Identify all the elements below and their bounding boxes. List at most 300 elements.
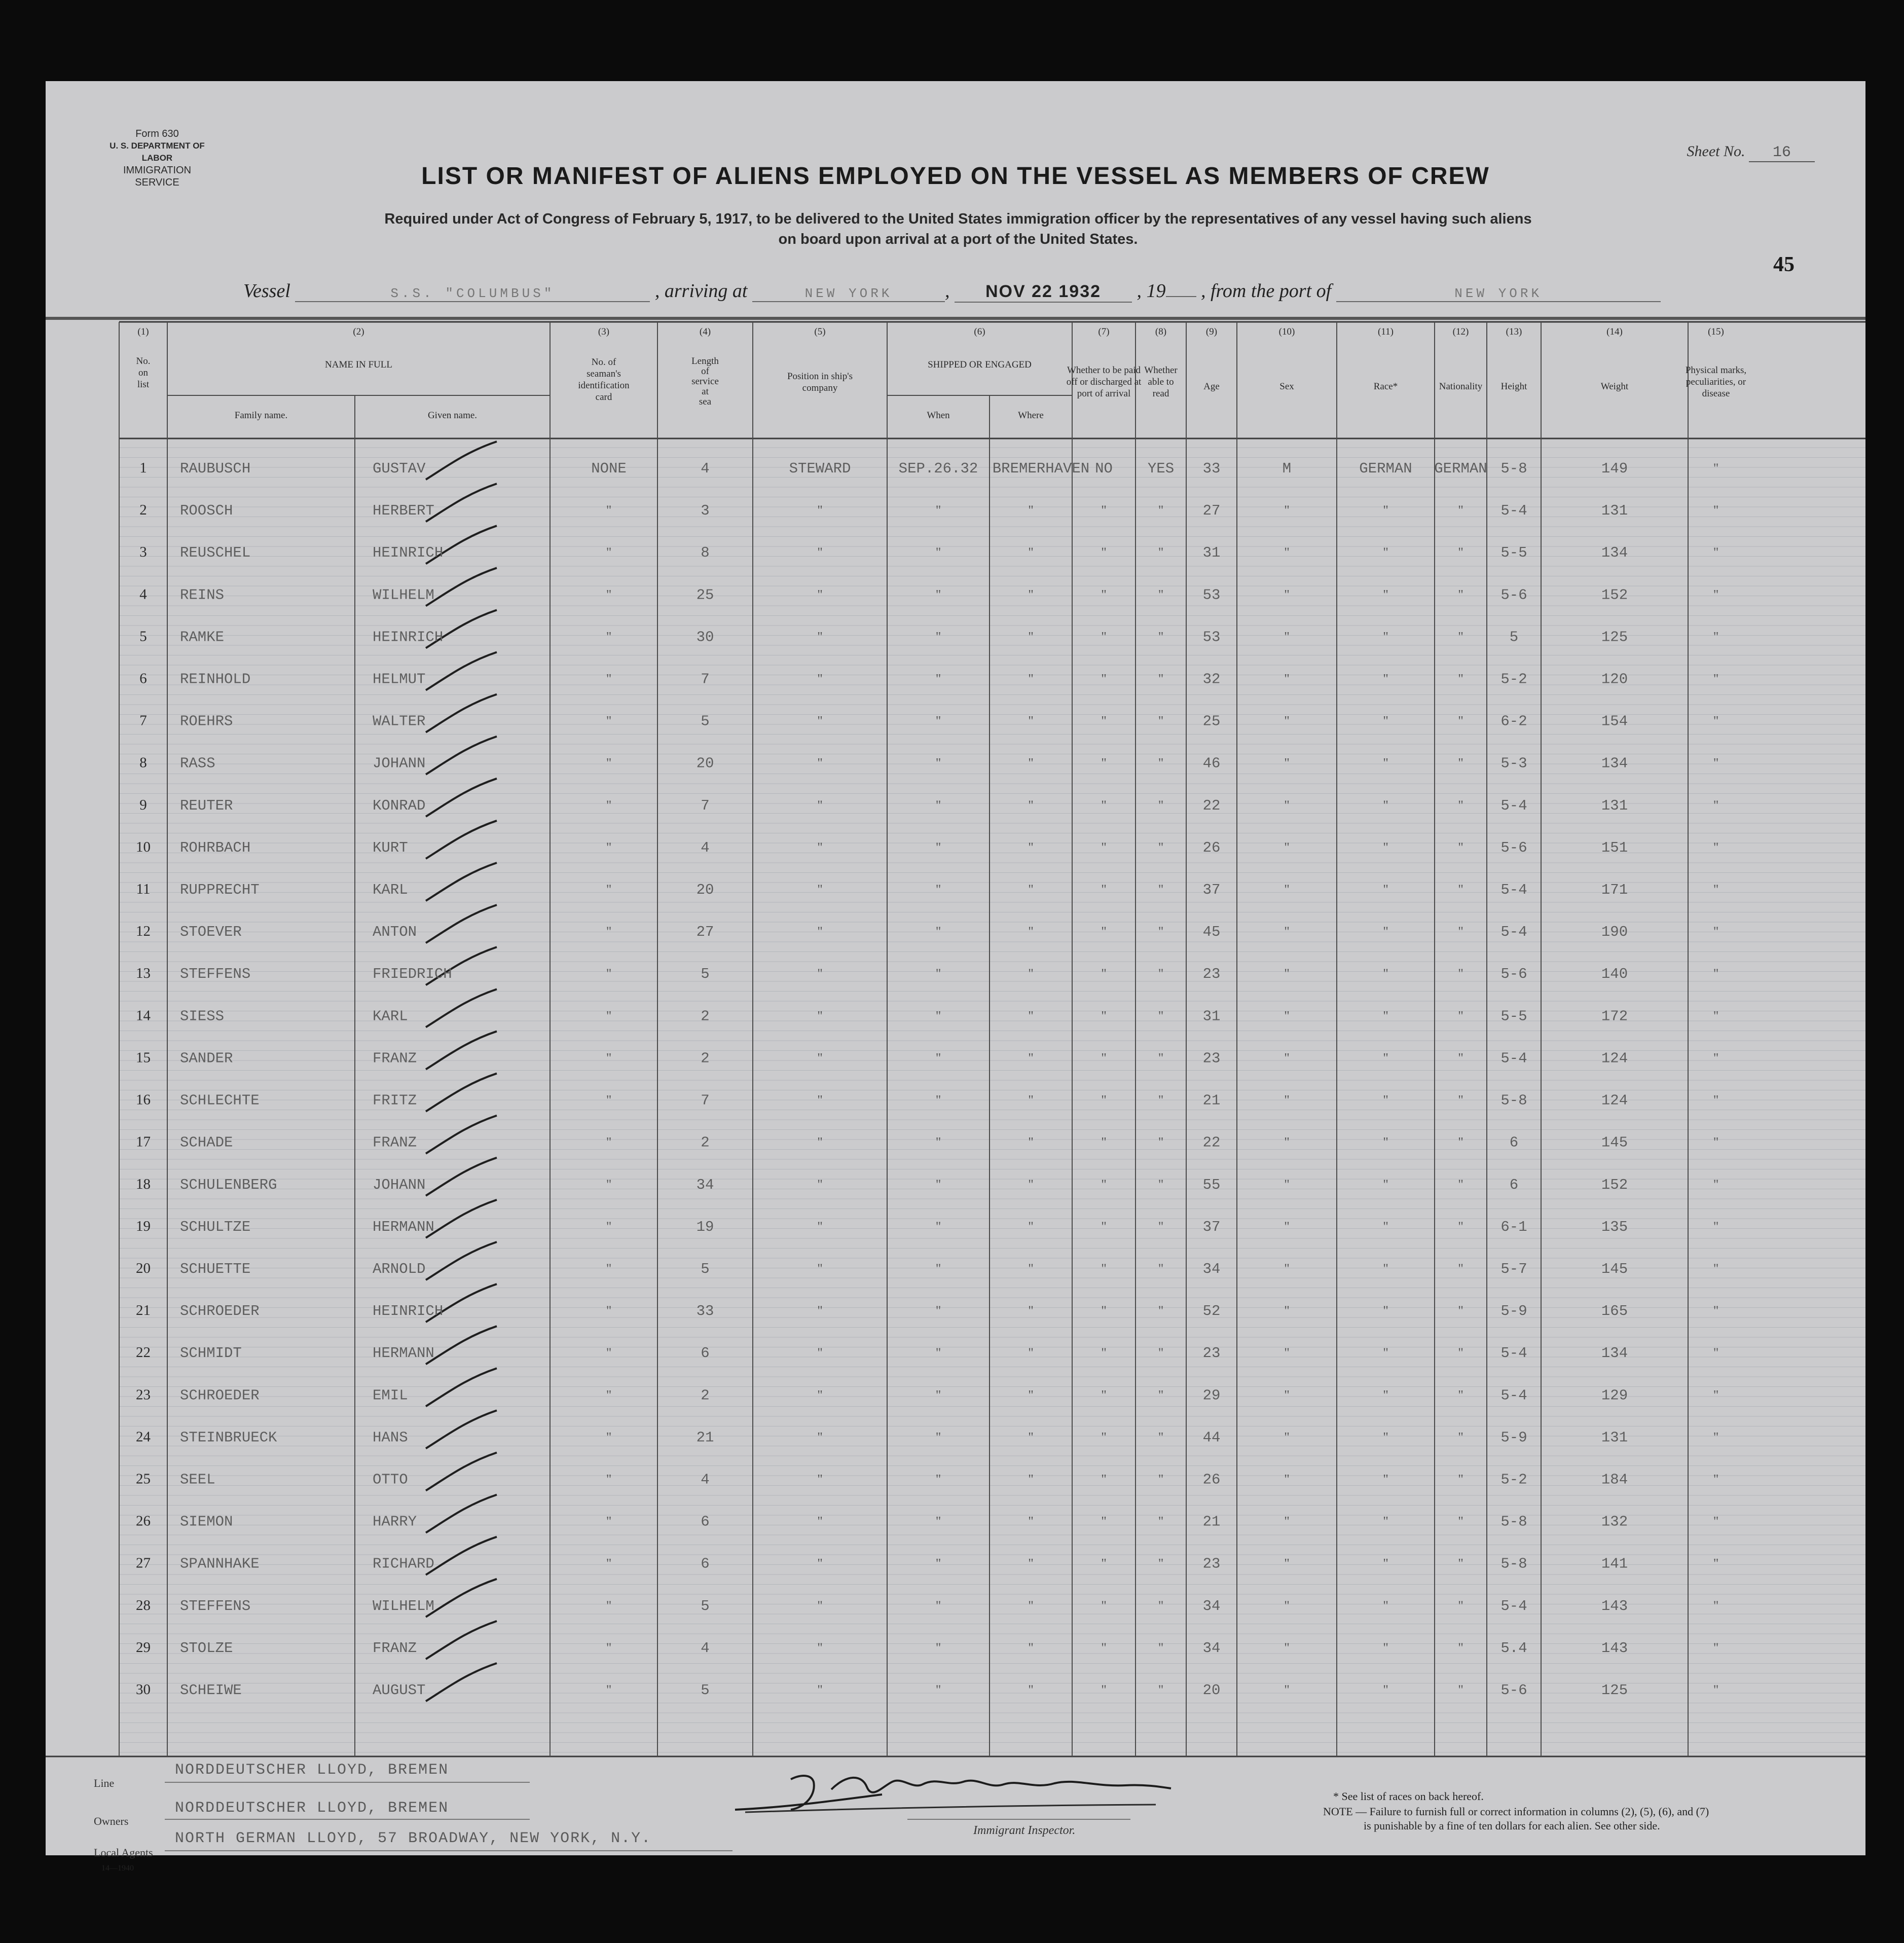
able-to-read: " xyxy=(1158,1556,1164,1571)
paid-off: " xyxy=(1101,1092,1107,1108)
physical-marks: " xyxy=(1713,1640,1719,1655)
position: " xyxy=(817,1261,823,1276)
physical-marks: " xyxy=(1713,503,1719,518)
height: 5-5 xyxy=(1500,544,1527,562)
row-number: 12 xyxy=(136,923,151,940)
shipped-when: " xyxy=(935,1429,941,1445)
position: " xyxy=(817,1177,823,1192)
height: 5-6 xyxy=(1500,1682,1527,1699)
family-name: SCHULTZE xyxy=(180,1218,251,1235)
physical-marks: " xyxy=(1713,1134,1719,1150)
height: 5-6 xyxy=(1500,839,1527,856)
able-to-read: " xyxy=(1158,882,1164,897)
position: " xyxy=(817,1219,823,1234)
given-name: JOHANN xyxy=(373,755,426,772)
family-name: SCHEIWE xyxy=(180,1682,242,1699)
race: " xyxy=(1383,755,1388,771)
given-name: FRITZ xyxy=(373,1092,417,1109)
race: " xyxy=(1383,839,1388,855)
id-card-number: " xyxy=(606,1345,612,1361)
age: 23 xyxy=(1202,1050,1221,1067)
nationality: " xyxy=(1458,545,1463,560)
shipped-where: " xyxy=(1028,924,1034,939)
manifest-table xyxy=(46,81,1865,1855)
sheet-number-label: Sheet No. xyxy=(1687,143,1745,160)
weight: 190 xyxy=(1601,924,1628,941)
able-to-read: " xyxy=(1158,503,1164,518)
able-to-read: " xyxy=(1158,755,1164,771)
column-number: (5) xyxy=(814,326,826,337)
id-card-number: " xyxy=(606,1177,612,1192)
check-mark xyxy=(426,442,497,480)
row-number: 25 xyxy=(136,1471,151,1487)
given-name: WALTER xyxy=(373,713,426,730)
id-card-number: " xyxy=(606,1640,612,1655)
column-number: (12) xyxy=(1452,326,1469,337)
length-of-service: 6 xyxy=(701,1345,710,1362)
sex: " xyxy=(1284,713,1290,728)
position: " xyxy=(817,1640,823,1655)
id-card-number: " xyxy=(606,1598,612,1613)
sex: " xyxy=(1284,755,1290,771)
paid-off: " xyxy=(1101,587,1107,602)
family-name: STEINBRUECK xyxy=(180,1429,277,1446)
position: " xyxy=(817,1134,823,1150)
physical-marks: " xyxy=(1713,1219,1719,1234)
able-to-read: " xyxy=(1158,1219,1164,1234)
position: " xyxy=(817,797,823,813)
row-number: 29 xyxy=(136,1639,151,1656)
agents-underline xyxy=(165,1850,733,1851)
header-nationality: Nationality xyxy=(1439,381,1483,392)
id-card-number: NONE xyxy=(591,460,627,477)
able-to-read: " xyxy=(1158,587,1164,602)
header-name-in-full: NAME IN FULL xyxy=(325,359,392,370)
column-number: (15) xyxy=(1708,326,1724,337)
race: " xyxy=(1383,924,1388,939)
id-card-number: " xyxy=(606,1472,612,1487)
height: 5-9 xyxy=(1500,1303,1527,1320)
form-number: Form 630 xyxy=(135,128,179,139)
shipped-when: " xyxy=(935,882,941,897)
length-of-service: 4 xyxy=(701,839,710,856)
weight: 149 xyxy=(1601,460,1628,477)
agents-label: Local Agents xyxy=(94,1846,153,1859)
position: " xyxy=(817,839,823,855)
shipped-where: " xyxy=(1028,1598,1034,1613)
physical-marks: " xyxy=(1713,924,1719,939)
header-id-card: identification xyxy=(578,380,630,391)
able-to-read: " xyxy=(1158,1134,1164,1150)
able-to-read: " xyxy=(1158,1598,1164,1613)
column-number: (9) xyxy=(1205,326,1218,337)
shipped-where: " xyxy=(1028,966,1034,981)
paid-off: " xyxy=(1101,503,1107,518)
nationality: " xyxy=(1458,1472,1463,1487)
family-name: REUSCHEL xyxy=(180,544,251,562)
race-note: * See list of races on back hereof. xyxy=(1333,1790,1484,1803)
given-name: FRIEDRICH xyxy=(373,966,452,983)
header-able-to-read: Whether xyxy=(1144,365,1178,376)
paid-off: " xyxy=(1101,1472,1107,1487)
position: " xyxy=(817,503,823,518)
given-name: HERMANN xyxy=(373,1218,434,1235)
height: 6 xyxy=(1509,1176,1519,1193)
shipped-when: " xyxy=(935,1261,941,1276)
row-number: 28 xyxy=(136,1597,151,1614)
shipped-when: " xyxy=(935,545,941,560)
physical-marks: " xyxy=(1713,1092,1719,1108)
able-to-read: " xyxy=(1158,839,1164,855)
nationality: " xyxy=(1458,1598,1463,1613)
physical-marks: " xyxy=(1713,755,1719,771)
sex: " xyxy=(1284,924,1290,939)
family-name: SCHADE xyxy=(180,1134,233,1151)
id-card-number: " xyxy=(606,1092,612,1108)
shipped-when: " xyxy=(935,1640,941,1655)
shipped-when: " xyxy=(935,1303,941,1318)
paid-off: " xyxy=(1101,924,1107,939)
paid-off: " xyxy=(1101,755,1107,771)
check-mark xyxy=(426,1158,497,1196)
length-of-service: 27 xyxy=(696,924,714,941)
position: " xyxy=(817,924,823,939)
header-no-on-list: on xyxy=(138,368,148,378)
shipped-when: " xyxy=(935,1092,941,1108)
year-label: , 19 xyxy=(1137,280,1166,302)
physical-marks: " xyxy=(1713,1682,1719,1697)
given-name: HEINRICH xyxy=(373,544,444,562)
height: 5-8 xyxy=(1500,460,1527,477)
race: " xyxy=(1383,1345,1388,1361)
row-number: 21 xyxy=(136,1302,151,1319)
physical-marks: " xyxy=(1713,1303,1719,1318)
line-label: Line xyxy=(94,1777,115,1789)
length-of-service: 5 xyxy=(701,1260,710,1277)
id-card-number: " xyxy=(606,966,612,981)
check-mark xyxy=(426,779,497,817)
column-number: (10) xyxy=(1278,326,1295,337)
length-of-service: 25 xyxy=(696,586,714,604)
nationality: " xyxy=(1458,1640,1463,1655)
shipped-when: " xyxy=(935,1598,941,1613)
given-name: KARL xyxy=(373,882,408,899)
height: 5-8 xyxy=(1500,1092,1527,1109)
family-name: STOEVER xyxy=(180,924,242,941)
nationality: GERMAN xyxy=(1434,460,1487,477)
height: 5-9 xyxy=(1500,1429,1527,1446)
able-to-read: YES xyxy=(1147,460,1175,477)
subtitle-line-2: on board upon arrival at a port of the United States. xyxy=(778,231,1138,247)
nationality: " xyxy=(1458,1514,1463,1529)
row-number: 16 xyxy=(136,1091,151,1108)
shipped-where: " xyxy=(1028,1261,1034,1276)
nationality: " xyxy=(1458,503,1463,518)
given-name: HANS xyxy=(373,1429,408,1446)
height: 5-5 xyxy=(1500,1008,1527,1025)
paid-off: " xyxy=(1101,1556,1107,1571)
sex: " xyxy=(1284,671,1290,686)
id-card-number: " xyxy=(606,1134,612,1150)
document-title: LIST OR MANIFEST OF ALIENS EMPLOYED ON THE VESSEL AS MEMBERS OF CREW xyxy=(421,163,1490,190)
row-number: 14 xyxy=(136,1007,151,1024)
header-length-of-service: service xyxy=(691,376,719,387)
owners-label: Owners xyxy=(94,1815,129,1827)
race: " xyxy=(1383,1387,1388,1403)
family-name: SANDER xyxy=(180,1050,233,1067)
shipped-where: " xyxy=(1028,1303,1034,1318)
physical-marks: " xyxy=(1713,1429,1719,1445)
shipped-when: " xyxy=(935,587,941,602)
sex: " xyxy=(1284,839,1290,855)
able-to-read: " xyxy=(1158,1261,1164,1276)
row-number: 26 xyxy=(136,1513,151,1529)
nationality: " xyxy=(1458,1008,1463,1023)
given-name: GUSTAV xyxy=(373,460,426,477)
position: " xyxy=(817,1472,823,1487)
check-mark xyxy=(426,863,497,901)
physical-marks: " xyxy=(1713,1387,1719,1403)
header-id-card: No. of xyxy=(591,357,616,368)
column-number: (1) xyxy=(137,326,149,337)
family-name: SCHUETTE xyxy=(180,1260,251,1277)
row-number: 19 xyxy=(136,1218,151,1234)
check-mark xyxy=(426,1537,497,1575)
column-number: (4) xyxy=(699,326,711,337)
weight: 145 xyxy=(1601,1260,1628,1277)
shipped-when: " xyxy=(935,1387,941,1403)
header-age: Age xyxy=(1203,381,1220,392)
race: " xyxy=(1383,1429,1388,1445)
arriving-port: NEW YORK xyxy=(752,286,945,302)
position: " xyxy=(817,1387,823,1403)
family-name: STOLZE xyxy=(180,1639,233,1657)
weight: 134 xyxy=(1601,1345,1628,1362)
able-to-read: " xyxy=(1158,629,1164,644)
paid-off: " xyxy=(1101,1303,1107,1318)
weight: 143 xyxy=(1601,1597,1628,1615)
age: 53 xyxy=(1202,586,1221,604)
shipped-where: " xyxy=(1028,545,1034,560)
shipped-where: " xyxy=(1028,1134,1034,1150)
column-number: (14) xyxy=(1606,326,1623,337)
check-mark xyxy=(426,652,497,690)
header-no-on-list: list xyxy=(137,379,150,390)
race: " xyxy=(1383,1177,1388,1192)
age: 33 xyxy=(1202,460,1221,477)
shipped-when: " xyxy=(935,1008,941,1023)
length-of-service: 2 xyxy=(701,1387,710,1404)
height: 5-4 xyxy=(1500,1050,1527,1067)
paid-off: " xyxy=(1101,1429,1107,1445)
sex: " xyxy=(1284,1640,1290,1655)
header-paid-off: port of arrival xyxy=(1077,388,1131,399)
sex: " xyxy=(1284,797,1290,813)
physical-marks: " xyxy=(1713,1514,1719,1529)
given-name: KARL xyxy=(373,1008,408,1025)
position: " xyxy=(817,1008,823,1023)
id-card-number: " xyxy=(606,924,612,939)
id-card-number: " xyxy=(606,1261,612,1276)
age: 45 xyxy=(1202,924,1221,941)
weight: 120 xyxy=(1601,671,1628,688)
shipped-when: " xyxy=(935,755,941,771)
column-number: (3) xyxy=(598,326,610,337)
age: 25 xyxy=(1202,713,1221,730)
check-mark xyxy=(426,1116,497,1154)
physical-marks: " xyxy=(1713,966,1719,981)
nationality: " xyxy=(1458,1345,1463,1361)
able-to-read: " xyxy=(1158,713,1164,728)
header-shipped-or-engaged: SHIPPED OR ENGAGED xyxy=(928,359,1032,370)
sex: " xyxy=(1284,966,1290,981)
id-card-number: " xyxy=(606,629,612,644)
sex: " xyxy=(1284,1598,1290,1613)
height: 5-4 xyxy=(1500,797,1527,814)
physical-marks: " xyxy=(1713,882,1719,897)
age: 53 xyxy=(1202,629,1221,646)
header-position: Position in ship's xyxy=(787,371,853,382)
sex: M xyxy=(1282,460,1292,477)
shipped-when: " xyxy=(935,924,941,939)
race: " xyxy=(1383,713,1388,728)
physical-marks: " xyxy=(1713,1598,1719,1613)
family-name: SPANNHAKE xyxy=(180,1555,260,1572)
able-to-read: " xyxy=(1158,671,1164,686)
sex: " xyxy=(1284,1177,1290,1192)
physical-marks: " xyxy=(1713,1008,1719,1023)
department-name: U. S. DEPARTMENT OF LABOR xyxy=(109,141,205,163)
given-name: FRANZ xyxy=(373,1050,417,1067)
vessel-label: Vessel xyxy=(243,280,290,302)
penalty-note-line-1: NOTE — Failure to furnish full or correct information in columns (2), (5), (6), and (7) xyxy=(1323,1805,1709,1818)
able-to-read: " xyxy=(1158,1092,1164,1108)
position: " xyxy=(817,1303,823,1318)
given-name: FRANZ xyxy=(373,1639,417,1657)
header-able-to-read: read xyxy=(1152,388,1169,399)
column-number: (7) xyxy=(1098,326,1110,337)
check-mark xyxy=(426,1326,497,1364)
family-name: REINHOLD xyxy=(180,671,251,688)
given-name: HARRY xyxy=(373,1513,417,1530)
shipped-where: " xyxy=(1028,713,1034,728)
shipped-when: " xyxy=(935,629,941,644)
nationality: " xyxy=(1458,1303,1463,1318)
length-of-service: 30 xyxy=(696,629,714,646)
physical-marks: " xyxy=(1713,1345,1719,1361)
family-name: RAMKE xyxy=(180,629,225,646)
header-id-card: seaman's xyxy=(587,369,621,379)
length-of-service: 19 xyxy=(696,1218,714,1235)
weight: 135 xyxy=(1601,1218,1628,1235)
shipped-when: " xyxy=(935,1514,941,1529)
family-name: SEEL xyxy=(180,1471,215,1488)
race: " xyxy=(1383,1598,1388,1613)
id-card-number: " xyxy=(606,1556,612,1571)
length-of-service: 2 xyxy=(701,1008,710,1025)
given-name: OTTO xyxy=(373,1471,408,1488)
row-number: 15 xyxy=(136,1049,151,1066)
length-of-service: 21 xyxy=(696,1429,714,1446)
position: " xyxy=(817,1345,823,1361)
shipped-when: " xyxy=(935,1472,941,1487)
paid-off: " xyxy=(1101,1219,1107,1234)
height: 5-4 xyxy=(1500,502,1527,520)
row-number: 17 xyxy=(136,1133,151,1150)
race: " xyxy=(1383,1682,1388,1697)
race: " xyxy=(1383,671,1388,686)
paid-off: NO xyxy=(1095,460,1113,477)
family-name: STEFFENS xyxy=(180,966,251,983)
race: " xyxy=(1383,882,1388,897)
length-of-service: 5 xyxy=(701,966,710,983)
given-name: HERMANN xyxy=(373,1345,434,1362)
age: 23 xyxy=(1202,1555,1221,1572)
physical-marks: " xyxy=(1713,1261,1719,1276)
family-name: SCHULENBERG xyxy=(180,1176,277,1193)
weight: 172 xyxy=(1601,1008,1628,1025)
header-weight: Weight xyxy=(1600,381,1629,392)
vessel-name: S.S. "COLUMBUS" xyxy=(295,286,650,302)
paid-off: " xyxy=(1101,1640,1107,1655)
given-name: FRANZ xyxy=(373,1134,417,1151)
shipped-where: " xyxy=(1028,671,1034,686)
age: 22 xyxy=(1202,797,1221,814)
from-port: NEW YORK xyxy=(1336,286,1661,302)
weight: 143 xyxy=(1601,1639,1628,1657)
able-to-read: " xyxy=(1158,1682,1164,1697)
able-to-read: " xyxy=(1158,1177,1164,1192)
family-name: RAUBUSCH xyxy=(180,460,251,477)
shipped-where: " xyxy=(1028,755,1034,771)
position: " xyxy=(817,882,823,897)
position: " xyxy=(817,755,823,771)
height: 5.4 xyxy=(1500,1639,1527,1657)
inspector-underline xyxy=(907,1819,1130,1820)
able-to-read: " xyxy=(1158,924,1164,939)
age: 31 xyxy=(1202,544,1221,562)
position: " xyxy=(817,1514,823,1529)
physical-marks: " xyxy=(1713,1556,1719,1571)
shipped-where: " xyxy=(1028,1008,1034,1023)
height: 5-3 xyxy=(1500,755,1527,772)
weight: 131 xyxy=(1601,502,1628,520)
length-of-service: 4 xyxy=(701,460,710,477)
check-mark xyxy=(426,989,497,1027)
header-length-of-service: of xyxy=(701,366,709,377)
nationality: " xyxy=(1458,587,1463,602)
paid-off: " xyxy=(1101,1134,1107,1150)
length-of-service: 7 xyxy=(701,1092,710,1109)
weight: 125 xyxy=(1601,629,1628,646)
family-name: REUTER xyxy=(180,797,233,814)
weight: 151 xyxy=(1601,839,1628,856)
id-card-number: " xyxy=(606,587,612,602)
weight: 140 xyxy=(1601,966,1628,983)
height: 5 xyxy=(1509,629,1519,646)
shipped-where: " xyxy=(1028,1219,1034,1234)
height: 5-6 xyxy=(1500,966,1527,983)
nationality: " xyxy=(1458,797,1463,813)
owners-underline xyxy=(165,1819,530,1820)
shipped-when: " xyxy=(935,1134,941,1150)
sex: " xyxy=(1284,1050,1290,1066)
able-to-read: " xyxy=(1158,1472,1164,1487)
shipped-when: " xyxy=(935,503,941,518)
check-mark xyxy=(426,484,497,522)
shipped-where: " xyxy=(1028,797,1034,813)
race: " xyxy=(1383,1134,1388,1150)
